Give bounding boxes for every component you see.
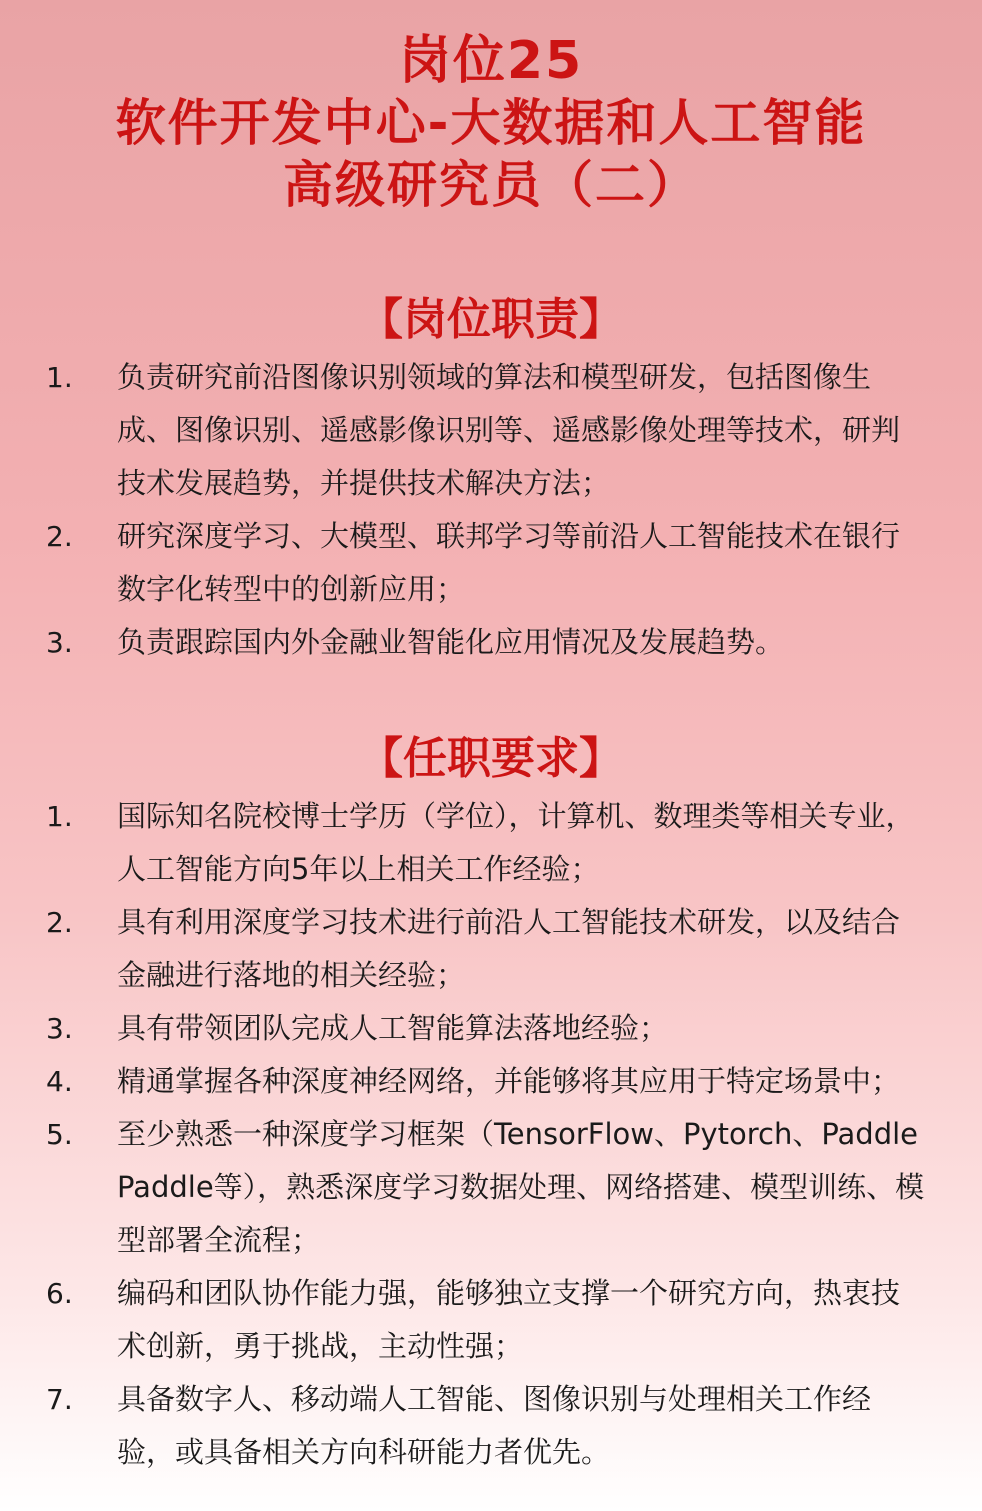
list-item	[0, 896, 982, 1002]
page-title	[0, 30, 982, 216]
duties-heading: 【岗位职责】	[359, 294, 623, 345]
list-item-number: 1.	[46, 361, 73, 394]
list-item-number: 1.	[46, 800, 73, 833]
list-item-text: 研究深度学习、大模型、联邦学习等前沿人工智能技术在银行数字化转型中的创新应用；	[117, 519, 901, 606]
requirements-heading: 【任职要求】	[359, 733, 623, 784]
list-item-number: 4.	[46, 1065, 73, 1098]
list-item	[0, 1373, 982, 1479]
requirements-list	[0, 790, 982, 1479]
list-item	[0, 1002, 982, 1055]
list-item	[0, 616, 982, 669]
list-item	[0, 1108, 982, 1267]
list-item	[0, 351, 982, 510]
role-title: 高级研究员（二）	[283, 156, 699, 214]
duties-list	[0, 351, 982, 669]
list-item-text: 编码和团队协作能力强，能够独立支撑一个研究方向，热衷技术创新，勇于挑战，主动性强；	[117, 1276, 901, 1363]
list-item	[0, 1055, 982, 1108]
list-item-number: 3.	[46, 626, 73, 659]
list-item-text: 具备数字人、移动端人工智能、图像识别与处理相关工作经验，或具备相关方向科研能力者优先。	[117, 1382, 872, 1469]
list-item-text: 具有带领团队完成人工智能算法落地经验；	[117, 1011, 669, 1045]
list-item	[0, 790, 982, 896]
list-item-number: 2.	[46, 520, 73, 553]
list-item-text: 至少熟悉一种深度学习框架（TensorFlow、Pytorch、Paddle Paddle等），熟悉深度学习数据处理、网络搭建、模型训练、模型部署全流程；	[117, 1117, 925, 1257]
list-item-number: 2.	[46, 906, 73, 939]
list-item-number: 5.	[46, 1118, 73, 1151]
department-title: 软件开发中心-大数据和人工智能	[115, 94, 867, 152]
list-item-text: 负责研究前沿图像识别领域的算法和模型研发，包括图像生成、图像识别、遥感影像识别等、遥感影像处理等技术，研判技术发展趋势，并提供技术解决方法；	[117, 360, 901, 500]
list-item-text: 国际知名院校博士学历（学位），计算机、数理类等相关专业，人工智能方向5年以上相关工作经验；	[117, 799, 915, 886]
list-item-text: 具有利用深度学习技术进行前沿人工智能技术研发，以及结合金融进行落地的相关经验；	[117, 905, 901, 992]
list-item	[0, 1267, 982, 1373]
list-item-number: 6.	[46, 1277, 73, 1310]
list-item-text: 精通掌握各种深度神经网络，并能够将其应用于特定场景中；	[117, 1064, 901, 1098]
list-item-text: 负责跟踪国内外金融业智能化应用情况及发展趋势。	[117, 625, 785, 659]
list-item-number: 7.	[46, 1383, 73, 1416]
list-item-number: 3.	[46, 1012, 73, 1045]
position-number-title: 岗位25	[398, 31, 584, 91]
list-item	[0, 510, 982, 616]
